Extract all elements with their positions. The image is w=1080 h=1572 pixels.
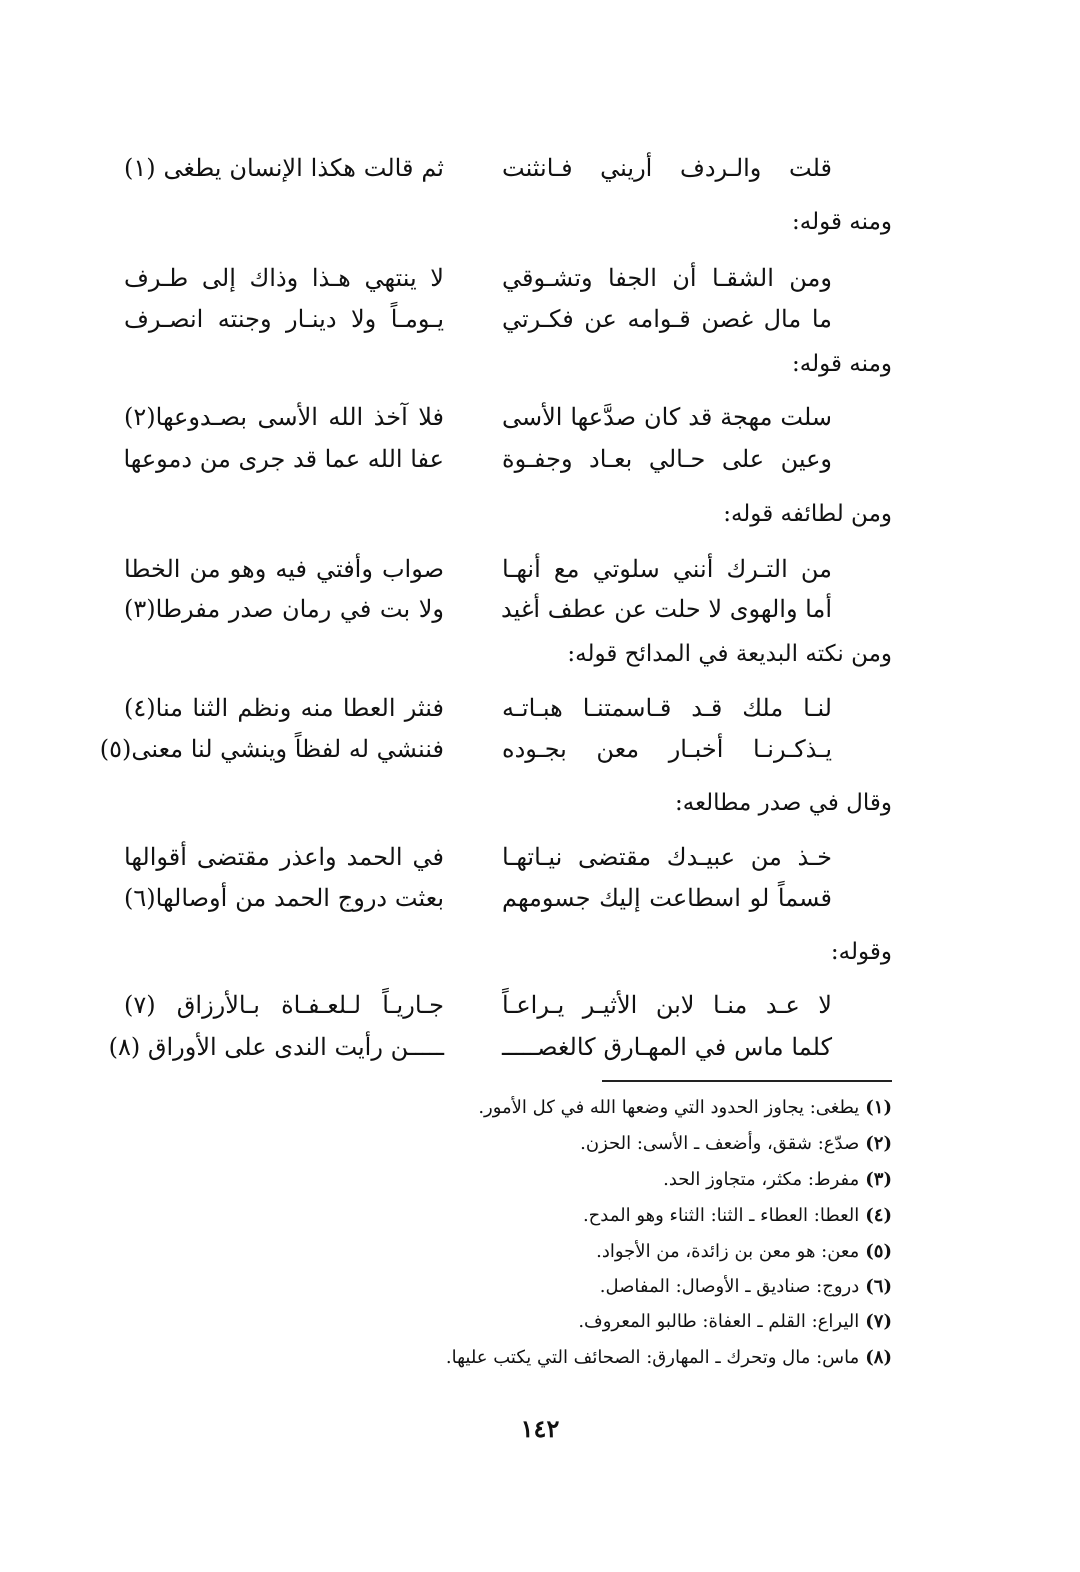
- verse-second-hemistich: في الحمد واعذر مقتضى أقوالها: [124, 843, 444, 871]
- section-heading: وقال في صدر مطالعه:: [674, 790, 892, 816]
- footnote: [478, 1092, 892, 1124]
- verse-second-hemistich: ثم قالت هكذا الإنسان يطغى (١): [124, 154, 444, 182]
- verse-second-hemistich: عفا الله عما قد جرى من دموعها: [123, 445, 444, 473]
- footnote-text: معن: هو معن بن زائدة، من الأجواد.: [596, 1241, 860, 1262]
- verse-line: [0, 686, 1080, 730]
- footnote: [596, 1236, 892, 1268]
- footnote-text: دروج: صناديق ـ الأوصال: المفاصل.: [599, 1276, 860, 1297]
- verse-first-hemistich: يـذكـرنـا أخبـار معن بجـوده: [502, 735, 832, 763]
- footnote-text: العطا: العطاء ـ الثنا: الثناء وهو المدح.: [582, 1205, 860, 1226]
- verse-second-hemistich: فننشي له لفظاً وينشي لنا معنى(٥): [99, 735, 444, 763]
- footnote-number: (٨): [865, 1347, 892, 1368]
- verse-first-hemistich: قلت والـردف أريني فـانثنت: [502, 154, 832, 182]
- verse-line: [0, 146, 1080, 190]
- footnote-number: (٧): [865, 1311, 892, 1332]
- verse-line: [0, 587, 1080, 631]
- footnote: [600, 1271, 892, 1303]
- verse-second-hemistich: جـاريـاً لـلعـفـاة بـالأرزاق (٧): [124, 991, 444, 1019]
- verse-line: [0, 395, 1080, 439]
- footnote: [580, 1128, 892, 1160]
- verse-line: [0, 876, 1080, 920]
- footnote-text: يطغى: يجاوز الحدود التي وضعها الله في كل الأمور.: [478, 1097, 860, 1118]
- verse-line: [0, 256, 1080, 300]
- verse-first-hemistich: قسماً لو اسطاعت إليك جسومهم: [502, 884, 832, 912]
- verse-first-hemistich: كلما ماس في المهـارق كالغصـــــ: [502, 1033, 832, 1061]
- verse-second-hemistich: فلا آخذ الله الأسى بصـدوعها(٢): [124, 403, 444, 431]
- footnote-number: (٦): [865, 1276, 892, 1297]
- footnote-number: (٤): [865, 1205, 892, 1226]
- verse-second-hemistich: صواب وأفتي فيه وهو من الخطا: [124, 555, 444, 583]
- verse-first-hemistich: لا عـد منـا لابن الأثيـر يـراعـاً: [502, 991, 832, 1019]
- footnote: [663, 1164, 892, 1196]
- verse-second-hemistich: بعثت دروج الحمد من أوصالها(٦): [124, 884, 444, 912]
- verse-line: [0, 983, 1080, 1027]
- footnote-text: صدّع: شقق، وأضعف ـ الأسى: الحزن.: [580, 1133, 860, 1154]
- footnote-number: (١): [865, 1097, 892, 1118]
- verse-second-hemistich: لا ينتهي هـذا وذاك إلى طـرف: [124, 264, 444, 292]
- footnote-number: (٣): [865, 1169, 892, 1190]
- verse-first-hemistich: ومن الشقـا أن الجفا وتشـوقي: [502, 264, 832, 292]
- verse-first-hemistich: سلت مهجة قد كان صدَّعها الأسى: [502, 403, 832, 431]
- verse-first-hemistich: لنـا ملك قـد قـاسمتنـا هبـاتـه: [502, 694, 832, 722]
- footnote-separator: [602, 1080, 892, 1082]
- verse-first-hemistich: ما مال غصن قـوامه عن فكـرتي: [502, 305, 832, 333]
- section-heading: وقوله:: [830, 939, 892, 965]
- footnote-number: (٢): [865, 1133, 892, 1154]
- verse-line: [0, 835, 1080, 879]
- footnote-number: (٥): [865, 1241, 892, 1262]
- verse-second-hemistich: يـومـاً ولا دينـار وجنته انصـرف: [124, 305, 444, 333]
- verse-line: [0, 547, 1080, 591]
- section-heading: ومن نكته البديعة في المدائح قوله:: [567, 641, 892, 667]
- verse-second-hemistich: فنثر العطا منه ونظم الثنا منا(٤): [124, 694, 444, 722]
- verse-second-hemistich: ـــــن رأيت الندى على الأوراق (٨): [108, 1033, 444, 1061]
- footnote-text: اليراع: القلم ـ العفاة: طالبو المعروف.: [578, 1311, 860, 1332]
- verse-line: [0, 1025, 1080, 1069]
- section-heading: ومنه قوله:: [792, 209, 892, 235]
- verse-first-hemistich: خـذ من عبيـدك مقتضى نيـاتهـا: [502, 843, 832, 871]
- verse-line: [0, 297, 1080, 341]
- verse-first-hemistich: أما والهوى لا حلت عن عطف أغيد: [501, 595, 832, 623]
- section-heading: ومن لطائفه قوله:: [723, 501, 892, 527]
- footnote: [446, 1342, 892, 1374]
- verse-line: [0, 437, 1080, 481]
- footnote: [578, 1306, 892, 1338]
- footnote-text: ماس: مال وتحرك ـ المهارق: الصحائف التي يكتب عليها.: [445, 1347, 860, 1368]
- verse-first-hemistich: من التـرك أنني سلوتي مع أنهـا: [502, 555, 832, 583]
- section-heading: ومنه قوله:: [792, 351, 892, 377]
- footnote-text: مفرط: مكثر، متجاوز الحد.: [663, 1169, 860, 1190]
- verse-first-hemistich: وعين على حـالي بعـاد وجفـوة: [502, 445, 832, 473]
- page-number: ١٤٢: [520, 1414, 560, 1443]
- footnote: [583, 1200, 892, 1232]
- verse-line: [0, 727, 1080, 771]
- verse-second-hemistich: ولا بت في رمان صدر مفرطا(٣): [124, 595, 444, 623]
